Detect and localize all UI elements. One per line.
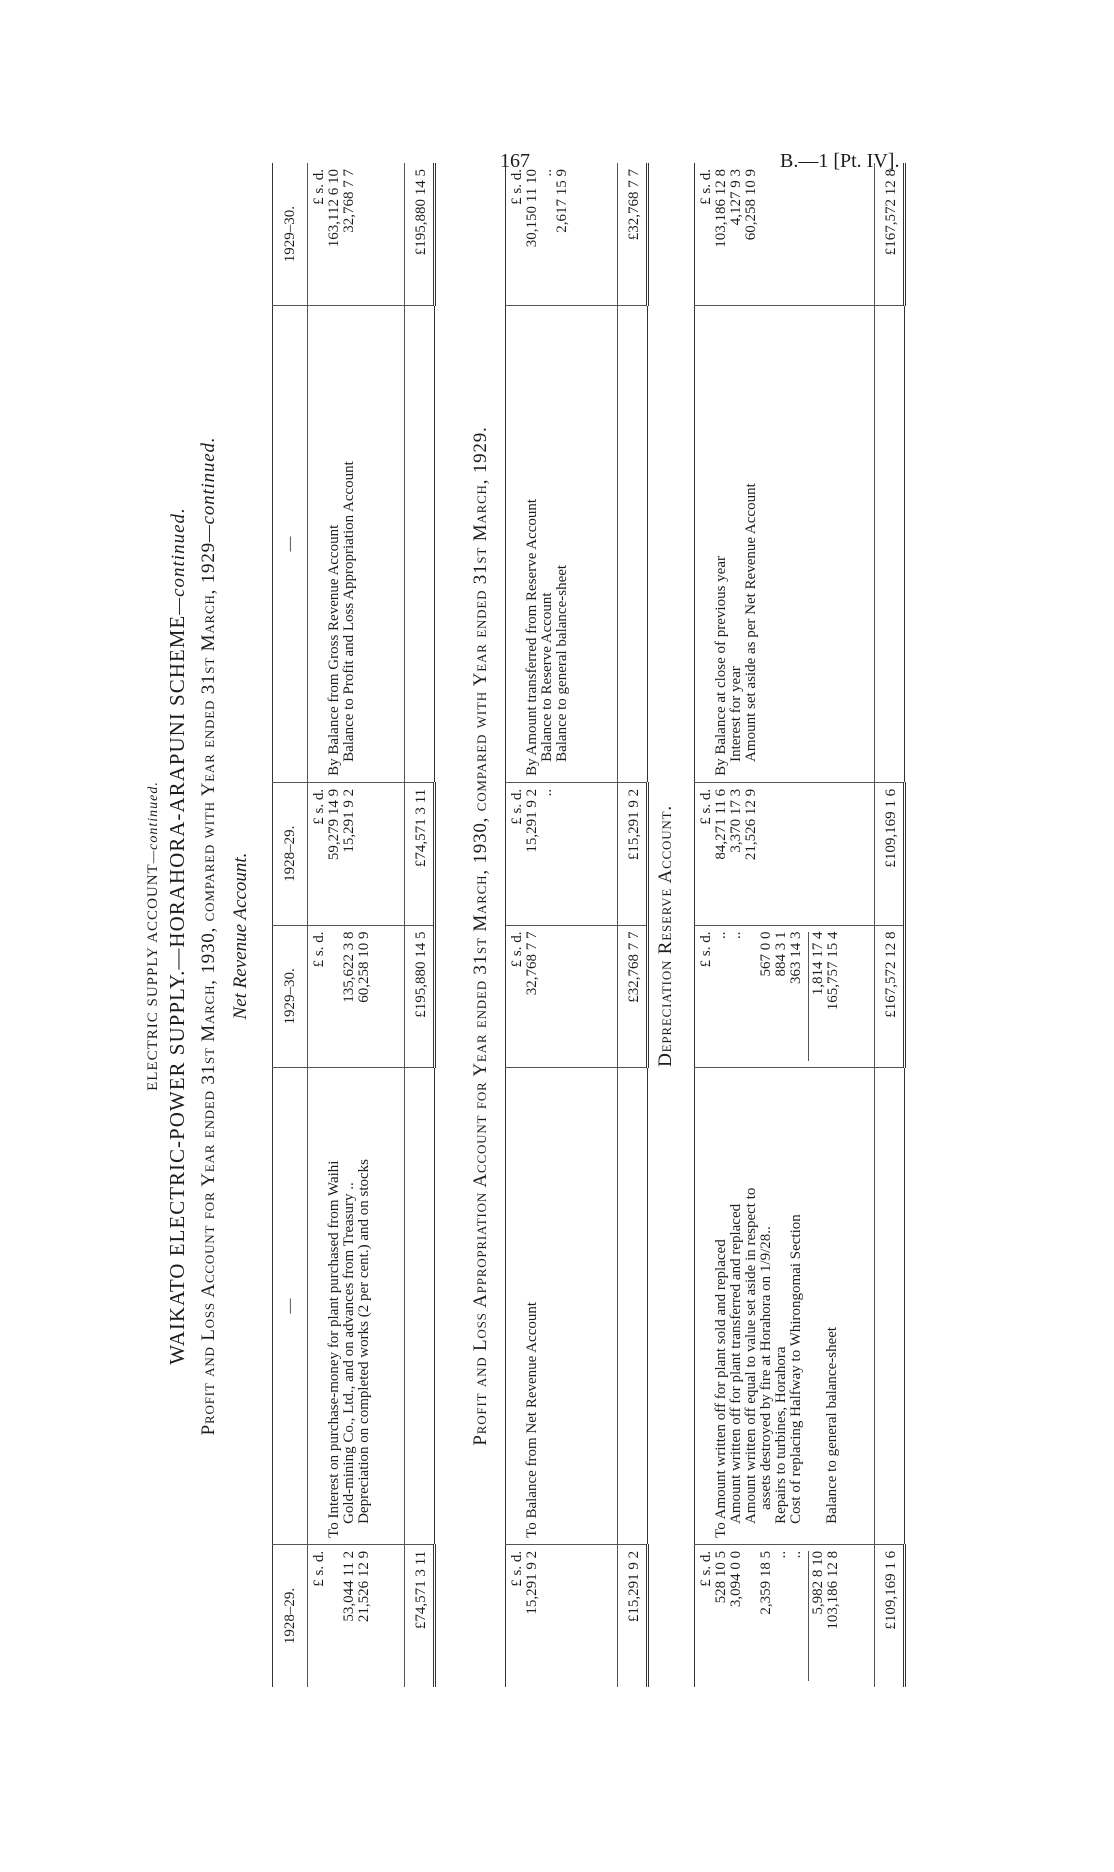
line-text: Gold-mining Co., Ltd., and on advances from Treasury .. — [341, 1182, 357, 1524]
line-text: Amount written off for plant transferred and replaced — [728, 1203, 744, 1524]
line-text: By Balance at close of previous year — [713, 556, 729, 776]
amount: .. — [713, 931, 729, 940]
credit-description-cell — [308, 306, 405, 783]
scheme-heading — [165, 0, 190, 1872]
line-text: Amount written off equal to value set aside in respect to — [743, 1187, 759, 1524]
line-text: Interest for year — [728, 666, 744, 762]
net-revenue-heading: Net Revenue Account. — [230, 852, 251, 1020]
amount: 528 10 5 — [713, 1550, 729, 1604]
table-row — [506, 163, 618, 1687]
amount: .. — [539, 788, 555, 797]
page-number: 167 — [500, 150, 530, 172]
amount: .. — [728, 931, 744, 940]
amount: 84,271 11 6 — [713, 788, 729, 860]
scheme-heading-suffix: —continued. — [168, 507, 189, 615]
debit-1928-cell — [506, 1544, 618, 1687]
total-amount: £195,880 14 5 — [405, 925, 435, 1068]
amount: 2,359 18 5 — [758, 1550, 774, 1615]
profit-loss-heading-suffix: —continued. — [198, 436, 219, 543]
units-label: £ s. d. — [311, 169, 327, 205]
debit-1928-cell — [308, 1544, 405, 1687]
amount: 15,291 9 2 — [524, 788, 540, 853]
page-reference: B.—1 [Pt. IV]. — [780, 150, 900, 172]
credit-1928-cell — [506, 782, 618, 925]
subtotal-amount: 5,982 8 10 — [808, 1551, 826, 1681]
line-text: Amount set aside as per Net Revenue Account — [743, 483, 759, 762]
table-row — [308, 163, 405, 1687]
amount: .. — [788, 1550, 804, 1559]
amount: 103,186 12 8 — [713, 169, 729, 248]
amount: 165,757 15 4 — [825, 931, 841, 1011]
units-label: £ s. d. — [311, 931, 327, 968]
amount — [327, 1551, 342, 1681]
debit-description-cell — [308, 1068, 405, 1545]
line-text: Cost of replacing Halfway to Whirongomai Section — [788, 1214, 804, 1524]
appropriation-table — [505, 163, 649, 1687]
line-text: To Interest on purchase-money for plant purchased from Waihi — [326, 1160, 342, 1538]
line-text: By Balance from Gross Revenue Account — [326, 524, 342, 776]
total-amount: £195,880 14 5 — [405, 163, 435, 306]
total-amount: £74,571 3 11 — [405, 782, 435, 925]
section-heading-text: ELECTRIC SUPPLY ACCOUNT — [145, 863, 161, 1091]
amount: 3,370 17 3 — [728, 788, 744, 853]
line-text: Repairs to turbines, Horahora — [773, 1346, 789, 1524]
debit-description-cell — [506, 1068, 618, 1545]
credit-description-cell — [506, 306, 618, 783]
amount: 135,622 3 8 — [341, 931, 357, 1003]
credit-1928-cell — [308, 782, 405, 925]
appropriation-heading: Profit and Loss Appropriation Account for Year ended 31st March, 1930, compared with Year ended 31st March, 1929. — [470, 426, 491, 1446]
line-text: Balance to Profit and Loss Appropriation Account — [341, 461, 357, 762]
amount: 15,291 9 2 — [524, 1550, 540, 1615]
total-amount: £15,291 9 2 — [618, 1544, 648, 1687]
col-header-dash: — — [273, 1068, 308, 1545]
debit-1929-cell — [308, 925, 405, 1068]
amount: 59,279 14 9 — [326, 788, 342, 861]
credit-1929-cell — [308, 163, 405, 306]
col-header-1929: 1929–30. — [273, 163, 308, 306]
col-header-1929: 1929–30. — [273, 925, 308, 1068]
amount: 567 0 0 — [758, 931, 774, 977]
amount — [744, 1551, 759, 1681]
section-heading-suffix: —continued. — [146, 781, 161, 864]
amount: 21,526 12 9 — [356, 1550, 372, 1623]
net-revenue-table — [272, 163, 436, 1687]
amount: 30,150 11 10 — [524, 169, 540, 248]
amount — [555, 789, 570, 919]
units-label: £ s. d. — [698, 169, 714, 205]
amount: 163,112 6 10 — [326, 169, 342, 248]
total-amount: £15,291 9 2 — [618, 782, 648, 925]
line-text: To Amount written off for plant sold and replaced — [713, 1239, 729, 1538]
table-header-row — [273, 163, 308, 1687]
units-label: £ s. d. — [698, 931, 714, 968]
total-amount: £109,169 1 6 — [875, 782, 905, 925]
debit-1929-cell — [506, 925, 618, 1068]
total-amount: £74,571 3 11 — [405, 1544, 435, 1687]
amount: 15,291 9 2 — [341, 788, 357, 853]
amount: 60,258 10 9 — [356, 931, 372, 1003]
line-text: To Balance from Net Revenue Account — [524, 1301, 540, 1538]
amount: 363 14 3 — [788, 931, 804, 985]
amount: 4,127 9 3 — [728, 169, 744, 226]
units-label: £ s. d. — [311, 1550, 327, 1587]
line-text: By Amount transferred from Reserve Account — [524, 498, 540, 776]
depreciation-heading: Depreciation Reserve Account. — [655, 805, 676, 1067]
amount — [744, 932, 759, 1062]
amount: 60,258 10 9 — [743, 169, 759, 241]
units-label: £ s. d. — [698, 1550, 714, 1587]
credit-description-cell — [695, 306, 875, 783]
amount: 53,044 11 2 — [341, 1550, 357, 1622]
totals-row — [405, 163, 435, 1687]
units-label: £ s. d. — [509, 788, 525, 825]
profit-loss-heading — [198, 0, 220, 1872]
line-text: assets destroyed by fire at Horahora on 1/9/28.. — [758, 1226, 774, 1510]
units-label: £ s. d. — [509, 169, 525, 205]
subtotal-amount: 1,814 17 4 — [808, 932, 826, 1062]
amount: 32,768 7 7 — [341, 169, 357, 233]
amount — [327, 932, 342, 1062]
units-label: £ s. d. — [698, 788, 714, 825]
depreciation-table — [694, 163, 906, 1687]
units-label: £ s. d. — [509, 1550, 525, 1587]
amount: 32,768 7 7 — [524, 931, 540, 996]
total-amount: £109,169 1 6 — [875, 1544, 905, 1687]
credit-1928-cell — [695, 782, 875, 925]
units-label: £ s. d. — [509, 931, 525, 968]
total-amount: £167,572 12 8 — [875, 925, 905, 1068]
amount: .. — [539, 169, 555, 177]
amount: 3,094 0 0 — [728, 1550, 744, 1608]
profit-loss-heading-text: Profit and Loss Account for Year ended 31st March, 1930, compared with Year ended 31st March, 1929 — [198, 542, 219, 1436]
scheme-heading-text: WAIKATO ELECTRIC-POWER SUPPLY.—HORAHORA-ARAPUNI SCHEME — [165, 614, 189, 1365]
total-amount: £167,572 12 8 — [875, 163, 905, 306]
credit-1929-cell — [506, 163, 618, 306]
total-amount: £32,768 7 7 — [618, 163, 648, 306]
col-header-dash: — — [273, 306, 308, 783]
line-text: Balance to general balance-sheet — [824, 1326, 840, 1524]
line-text: Balance to general balance-sheet — [554, 564, 570, 762]
amount: .. — [773, 1550, 789, 1559]
section-heading — [145, 0, 162, 1872]
amount: 103,186 12 8 — [825, 1550, 841, 1630]
total-amount: £32,768 7 7 — [618, 925, 648, 1068]
debit-description-cell — [695, 1068, 875, 1545]
line-text: Balance to Reserve Account — [539, 592, 555, 762]
amount: 2,617 15 9 — [554, 169, 570, 233]
amount: 884 3 1 — [773, 931, 789, 977]
totals-row — [618, 163, 648, 1687]
table-row — [695, 163, 875, 1687]
units-label: £ s. d. — [311, 788, 327, 825]
line-text: Depreciation on completed works (2 per cent.) and on stocks — [356, 1159, 372, 1524]
debit-1928-cell — [695, 1544, 875, 1687]
debit-1929-cell — [695, 925, 875, 1068]
col-header-1928: 1928–29. — [273, 782, 308, 925]
col-header-1928: 1928–29. — [273, 1544, 308, 1687]
amount: 21,526 12 9 — [743, 788, 759, 861]
totals-row — [875, 163, 905, 1687]
credit-1929-cell — [695, 163, 875, 306]
